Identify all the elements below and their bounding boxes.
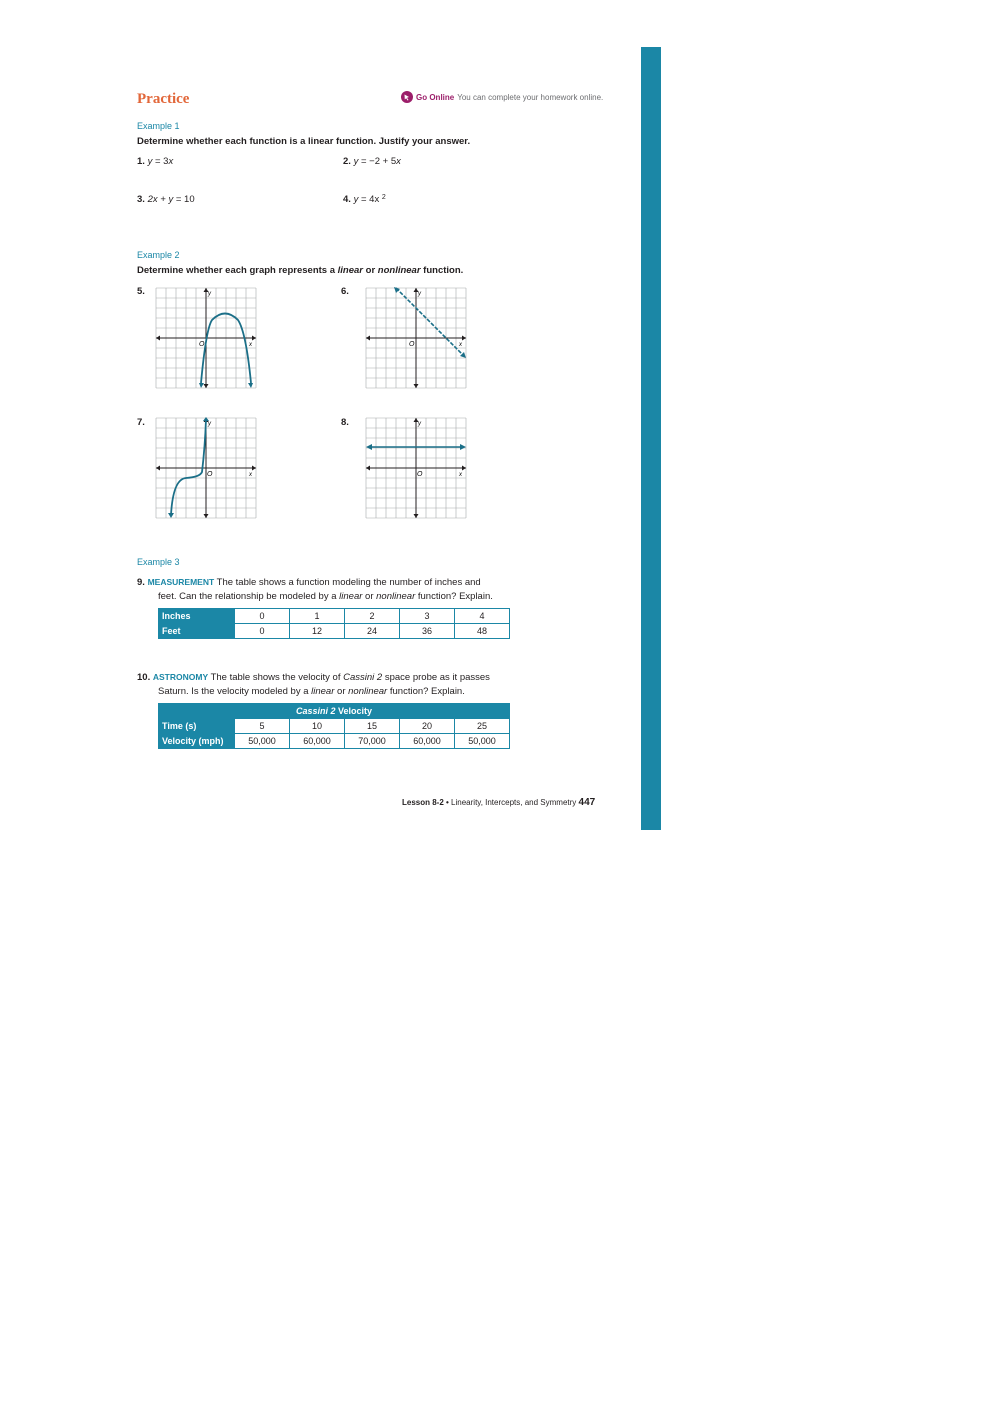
axis-arrow	[156, 466, 160, 471]
x-axis-label: x	[249, 472, 252, 478]
table-cell: 50,000	[235, 734, 290, 749]
graph-7	[155, 417, 257, 519]
table-cell: 36	[400, 624, 455, 639]
graph-8	[365, 417, 467, 519]
axis-arrow	[366, 466, 370, 471]
axis-arrow	[252, 466, 256, 471]
curve-arrow	[199, 383, 204, 388]
table-cell: 0	[235, 609, 290, 624]
graph-5-number: 5.	[137, 286, 145, 297]
table-cell: 12	[290, 624, 345, 639]
go-online-label[interactable]: Go Online	[416, 92, 455, 102]
row-header: Feet	[159, 624, 235, 639]
axis-arrow	[414, 384, 419, 388]
table-cell: 5	[235, 719, 290, 734]
table-row	[159, 719, 510, 734]
row-header: Velocity (mph)	[159, 734, 235, 749]
instruction-2: Determine whether each graph represents a linear or nonlinear function.	[137, 265, 464, 276]
table-cell: 1	[290, 609, 345, 624]
table-cell: 25	[455, 719, 510, 734]
page-title: Practice	[137, 91, 190, 107]
axis-arrow	[414, 514, 419, 518]
y-axis-label: y	[208, 291, 211, 297]
graph-7-number: 7.	[137, 417, 145, 428]
origin-label: O	[417, 471, 423, 478]
table-cell: 2	[345, 609, 400, 624]
y-axis-label: y	[418, 421, 421, 427]
y-axis-label: y	[208, 421, 211, 427]
graph-5	[155, 287, 257, 389]
page-footer: Lesson 8-2 • Linearity, Intercepts, and Symmetry 447	[402, 797, 596, 808]
go-online-icon	[401, 91, 413, 103]
table-cell: 10	[290, 719, 345, 734]
cassini-velocity-table	[158, 703, 510, 749]
table-cell: 4	[455, 609, 510, 624]
axis-arrow	[204, 514, 209, 518]
table-row	[159, 734, 510, 749]
axis-arrow	[204, 384, 209, 388]
example-2-label: Example 2	[137, 250, 180, 260]
chapter-side-bar	[641, 47, 661, 830]
problem-2: 2. y = −2 + 5x	[343, 156, 401, 167]
axis-arrow	[462, 336, 466, 341]
origin-label: O	[199, 341, 205, 348]
table-row	[159, 609, 510, 624]
curve-arrow	[248, 383, 253, 388]
inches-feet-table	[158, 608, 510, 639]
table-cell: 50,000	[455, 734, 510, 749]
x-axis-label: x	[459, 342, 462, 348]
origin-label: O	[409, 341, 415, 348]
table-caption-row	[159, 704, 510, 719]
graph-8-number: 8.	[341, 417, 349, 428]
table-cell: 60,000	[400, 734, 455, 749]
table-cell: 15	[345, 719, 400, 734]
x-axis-label: x	[249, 342, 252, 348]
table-cell: 60,000	[290, 734, 345, 749]
row-header: Time (s)	[159, 719, 235, 734]
grid	[366, 288, 466, 388]
axis-arrow	[252, 336, 256, 341]
table-cell: 70,000	[345, 734, 400, 749]
y-axis-label: y	[418, 291, 421, 297]
instruction-1: Determine whether each function is a linear function. Justify your answer.	[137, 136, 471, 147]
lesson-number: Lesson 8-2	[402, 798, 444, 807]
table-cell: 24	[345, 624, 400, 639]
origin-label: O	[207, 471, 213, 478]
problem-9-text: 9. MEASUREMENT The table shows a function modeling the number of inches and feet. Can the relationship be modeled by a linear or nonlinear function? Explain.	[137, 577, 493, 602]
axis-arrow	[156, 336, 160, 341]
graph-6	[365, 287, 467, 389]
example-1-label: Example 1	[137, 121, 180, 131]
table-cell: 0	[235, 624, 290, 639]
table-row	[159, 624, 510, 639]
table-cell: 3	[400, 609, 455, 624]
problem-10-text: 10. ASTRONOMY The table shows the velocity of Cassini 2 space probe as it passes Saturn. Is the velocity modeled by a linear or nonlinear function? Explain.	[137, 672, 490, 697]
x-axis-label: x	[459, 472, 462, 478]
grid	[366, 418, 466, 518]
curve-arrow	[168, 513, 174, 518]
row-header: Inches	[159, 609, 235, 624]
problem-1: 1. y = 3x	[137, 156, 174, 167]
example-3-label: Example 3	[137, 557, 180, 567]
axis-arrow	[462, 466, 466, 471]
axis-arrow	[366, 336, 370, 341]
problem-3: 3. 2x + y = 10	[137, 194, 195, 205]
go-online-text: You can complete your homework online.	[457, 92, 604, 102]
page-number: 447	[578, 797, 596, 808]
table-caption: Cassini 2 Velocity	[159, 704, 510, 719]
line-arrow	[460, 444, 466, 450]
problem-4: 4. y = 4x $^2$	[343, 194, 386, 205]
go-online-note[interactable]	[401, 91, 603, 103]
graph-6-number: 6.	[341, 286, 349, 297]
line-arrow	[366, 444, 372, 450]
lesson-title: Linearity, Intercepts, and Symmetry	[451, 798, 579, 807]
table-cell: 20	[400, 719, 455, 734]
table-cell: 48	[455, 624, 510, 639]
